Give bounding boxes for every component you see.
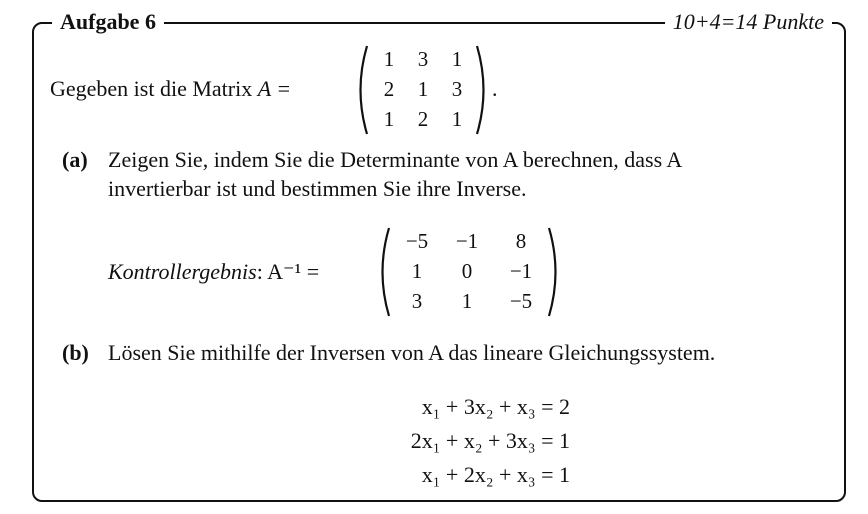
matrix-a-inverse [394,226,548,316]
matrix-entry: 1 [451,47,463,71]
matrix-entry: 1 [417,77,429,101]
equation-3: x₁ + 2x₂ + x₃ = 1 [421,462,570,487]
matrix-entry: −1 [455,229,479,253]
matrix-a-right-paren [474,44,492,136]
intro-line [50,76,291,102]
matrix-ainv-left-paren [374,226,392,318]
exercise-points: 10+4=14 Punkte [665,9,832,35]
matrix-a-left-paren [352,44,370,136]
part-b-text: Lösen Sie mithilfe der Inversen von A das lineare Gleichungssystem. [108,340,716,365]
matrix-entry: 1 [461,289,473,313]
part-a-line1: Zeigen Sie, indem Sie die Determinante von A berechnen, dass A [108,147,683,172]
matrix-entry: 1 [383,107,395,131]
control-result [108,259,319,285]
control-label: Kontrollergebnis [108,259,257,284]
exercise-title: Aufgabe 6 [52,9,164,35]
intro-symbol: A = [257,76,292,101]
matrix-entry: 3 [411,289,423,313]
matrix-entry: −5 [405,229,429,253]
control-symbol: : A⁻¹ = [256,259,320,284]
matrix-entry: 0 [461,259,473,283]
matrix-a [372,44,474,134]
intro-text: Gegeben ist die Matrix [50,76,253,101]
part-b-label: (b) [62,340,89,365]
intro-period: . [492,76,498,101]
matrix-entry: 1 [411,259,423,283]
matrix-entry: 1 [383,47,395,71]
part-a-line2: invertierbar ist und bestimmen Sie ihre Inverse. [108,176,527,201]
matrix-entry: 2 [383,77,395,101]
matrix-ainv-right-paren [546,226,564,318]
part-a-label: (a) [62,147,88,172]
matrix-entry: 8 [515,229,527,253]
equation-1: x₁ + 3x₂ + x₃ = 2 [421,394,570,419]
matrix-entry: 1 [451,107,463,131]
matrix-entry: −1 [509,259,533,283]
matrix-entry: 3 [451,77,463,101]
matrix-entry: −5 [509,289,533,313]
matrix-entry: 2 [417,107,429,131]
matrix-entry: 3 [417,47,429,71]
equation-2: 2x₁ + x₂ + 3x₃ = 1 [410,428,570,453]
